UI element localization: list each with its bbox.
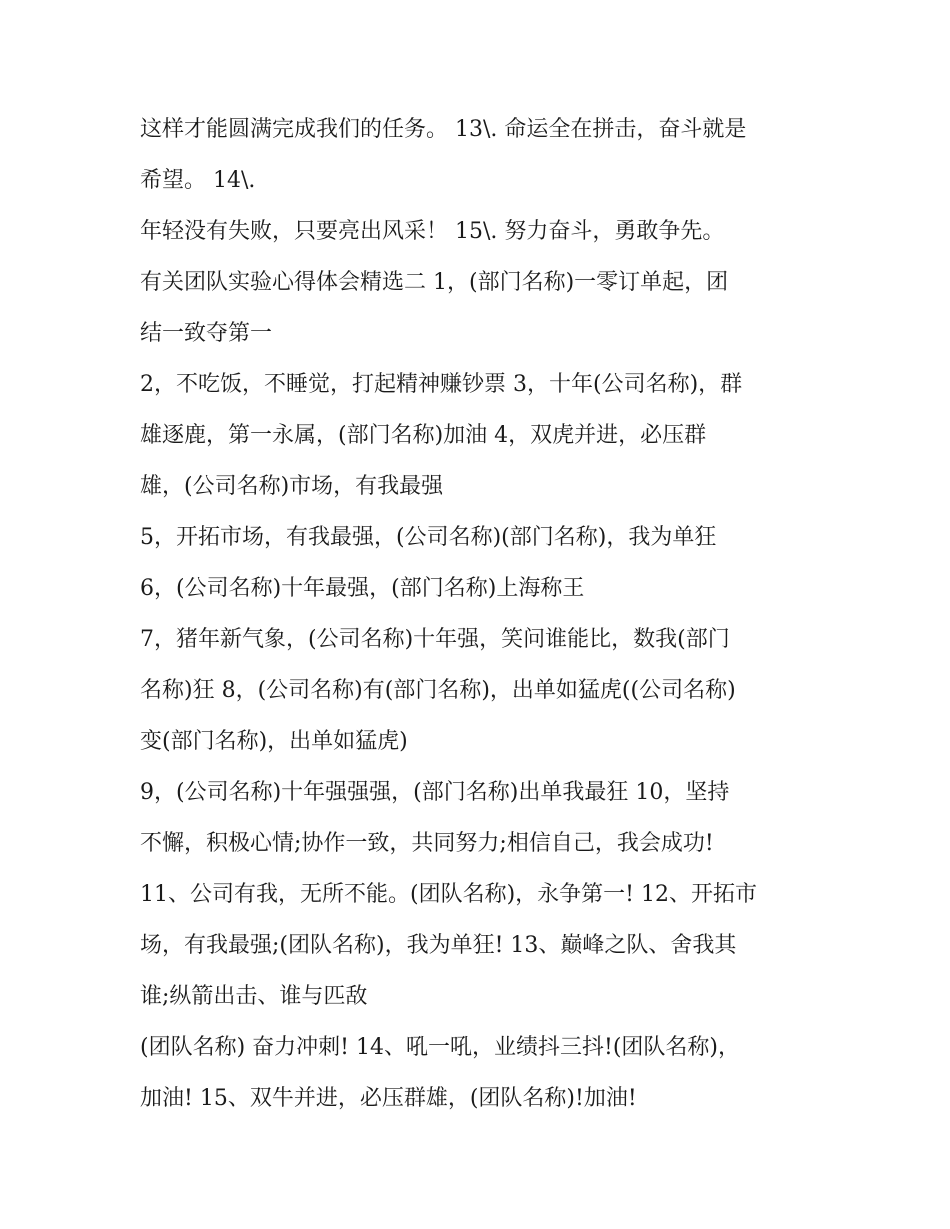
text-line-8: 雄，(公司名称)市场，有我最强 [140, 474, 444, 499]
text-line-4: 有关团队实验心得体会精选二 1，(部门名称)一零订单起，团 [140, 270, 729, 295]
text-line-3: 年轻没有失败，只要亮出风采！ 15\. 努力奋斗，勇敢争先。 [140, 219, 725, 244]
text-line-5: 结一致夺第一 [140, 321, 273, 346]
text-line-1: 这样才能圆满完成我们的任务。 13\. 命运全在拼击，奋斗就是 [140, 117, 747, 142]
text-line-14: 9，(公司名称)十年强强强，(部门名称)出单我最狂 10，坚持 [140, 780, 730, 805]
text-line-15: 不懈，积极心情;协作一致，共同努力;相信自己，我会成功! [140, 831, 714, 856]
text-line-16: 11、公司有我，无所不能。(团队名称)，永争第一! 12、开拓市 [140, 882, 757, 907]
document-body [140, 104, 830, 1124]
text-line-13: 变(部门名称)，出单如猛虎) [140, 729, 408, 754]
text-line-17: 场，有我最强;(团队名称)，我为单狂! 13、巅峰之队、舍我其 [140, 933, 737, 958]
text-line-19: (团队名称) 奋力冲刺! 14、吼一吼，业绩抖三抖!(团队名称)， [140, 1035, 740, 1060]
text-line-7: 雄逐鹿，第一永属，(部门名称)加油 4，双虎并进，必压群 [140, 423, 707, 448]
text-line-12: 名称)狂 8，(公司名称)有(部门名称)，出单如猛虎((公司名称) [140, 678, 736, 703]
text-line-10: 6，(公司名称)十年最强，(部门名称)上海称王 [140, 576, 585, 601]
text-line-18: 谁;纵箭出击、谁与匹敌 [140, 984, 368, 1009]
text-line-11: 7，猪年新气象，(公司名称)十年强，笑问谁能比，数我(部门 [140, 627, 730, 652]
text-line-20: 加油! 15、双牛并进，必压群雄，(团队名称)!加油! [140, 1086, 637, 1111]
text-line-6: 2，不吃饭，不睡觉，打起精神赚钞票 3，十年(公司名称)，群 [140, 372, 743, 397]
text-line-2: 希望。 14\. [140, 168, 256, 193]
text-line-9: 5，开拓市场，有我最强，(公司名称)(部门名称)，我为单狂 [140, 525, 717, 550]
